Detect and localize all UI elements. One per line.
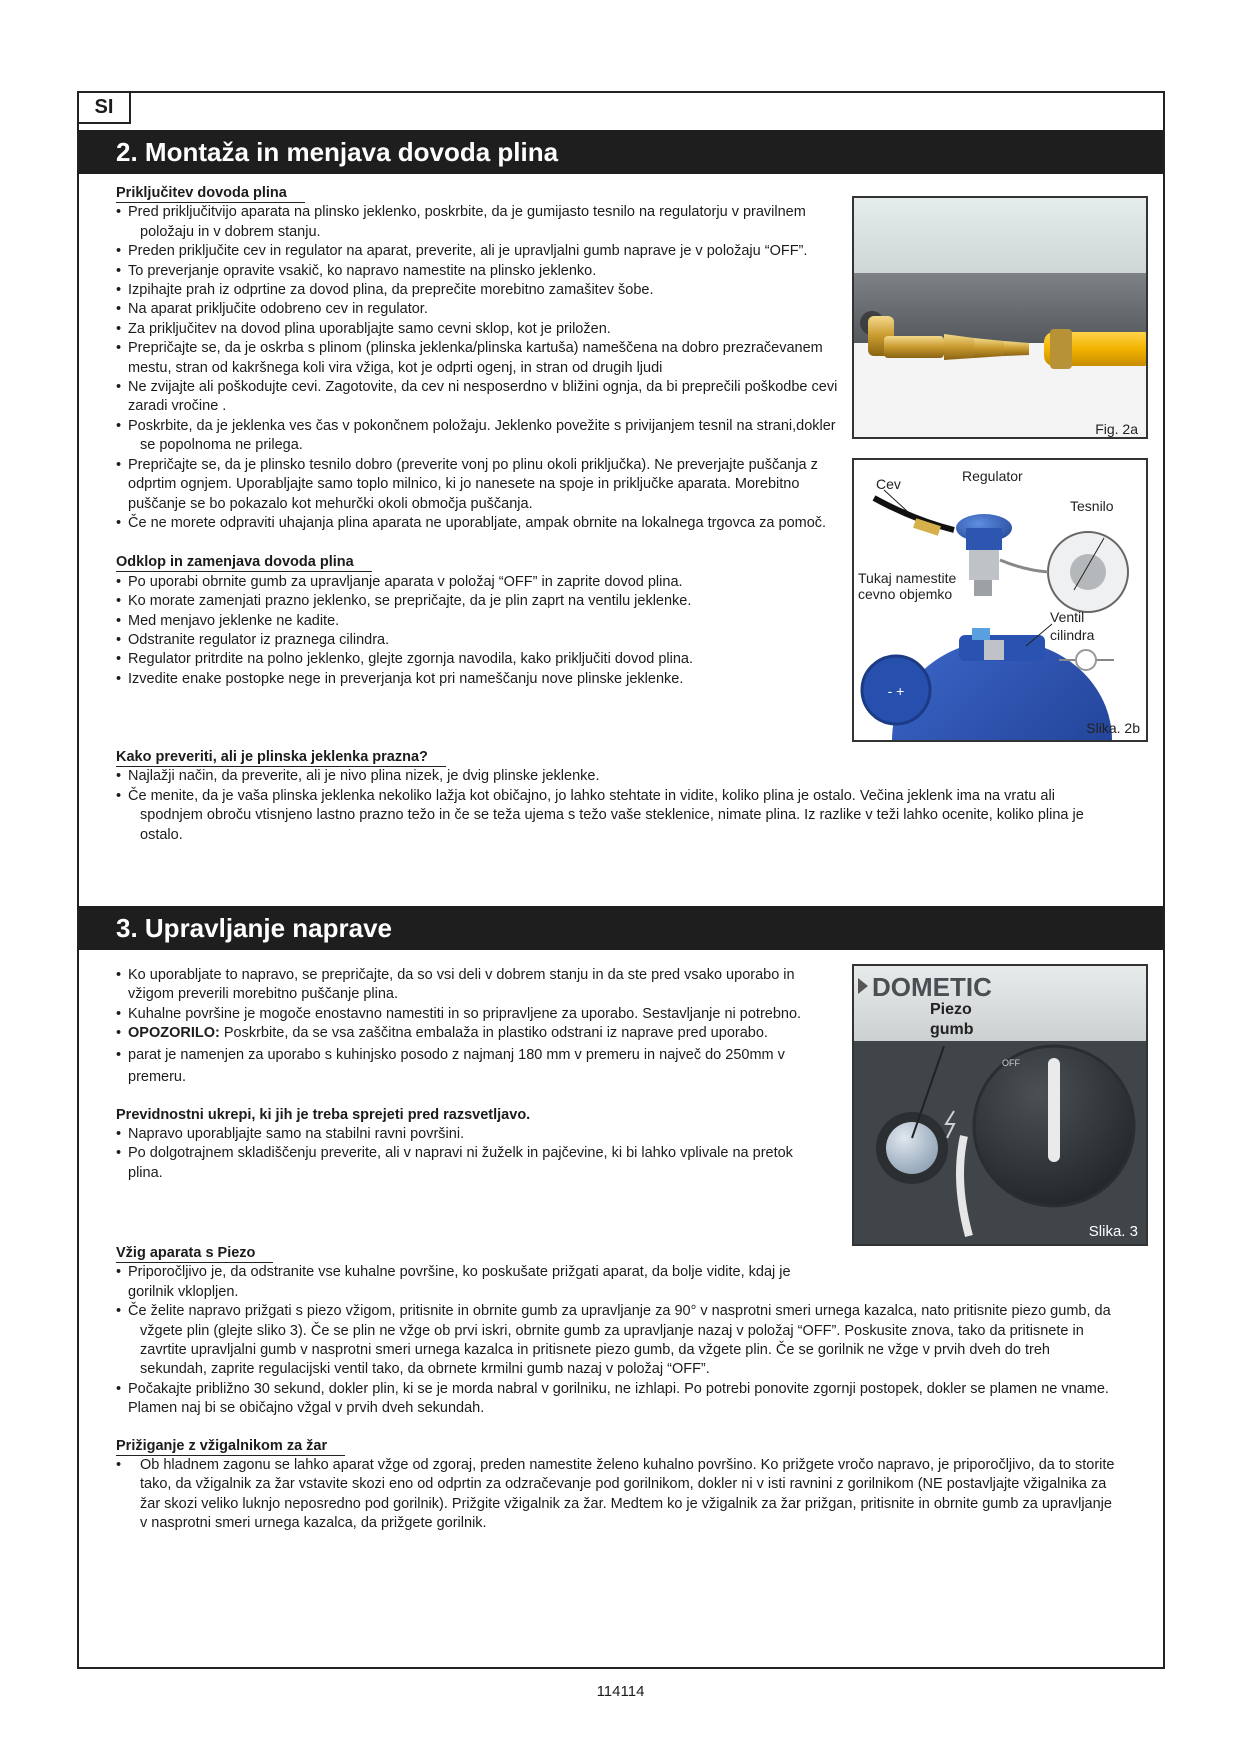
list-item: • Če želite napravo prižgati s piezo vžigom, pritisnite in obrnite gumb za upravljanje za 90° v nasprotni smeri urnega kazalca, nato pritisnite piezo gumb, da vžgete plin (glejte sliko 3). Če se plin ne vžge ob prvi iskri, obrnite gumb za upravljanje nazaj v položaj “OFF”. Poskusite znova, tako da pritisnete in zavrtite upravljalni gumb v nasprotni smeri urnega kazalca in pritisnete piezo gumb, da vžgete plin. Če se gorilnik ne vžge v prvih dveh do treh sekundah, zaprite regulacijski ventil tako, da obrnete krmilni gumb nazaj v položaj “OFF”. xyxy=(116,1302,1116,1380)
list-item: • Prepričajte se, da je plinsko tesnilo dobro (preverite vonj po plinu okoli priključka). Ne preverjajte puščanja z odprtim ognjem. Uporabljajte samo toplo milnico, ki jo nanesete na spoje in priključke aparata. Morebitno puščanje se bo pokazalo kot mehurčki okoli območja puščanja. xyxy=(116,456,852,514)
list-item: • Izvedite enake postopke nege in preverjanja kot pri nameščanju nove plinske jeklenke. xyxy=(116,670,852,689)
list-item: • Preden priključite cev in regulator na aparat, preverite, ali je upravljalni gumb naprave je v položaju “OFF”. xyxy=(116,242,852,261)
brand-logo: DOMETIC xyxy=(872,972,992,1002)
list-item: • Pred priključitvijo aparata na plinsko jeklenko, poskrbite, da je gumijasto tesnilo na regulatorju v pravilnem položaju in v dobrem stanju. xyxy=(116,203,852,242)
list-item: • Ko morate zamenjati prazno jeklenko, se prepričajte, da je plin zaprt na ventilu jeklenke. xyxy=(116,592,852,611)
figure-2a-caption: Fig. 2a xyxy=(1095,421,1138,437)
section-2-title: 2. Montaža in menjava dovoda plina xyxy=(79,130,1163,174)
label-cev: Cev xyxy=(876,476,901,492)
piezo-label: Piezo gumb xyxy=(930,1001,974,1038)
list-item: • To preverjanje opravite vsakič, ko napravo namestite na plinsko jeklenko. xyxy=(116,262,852,281)
list-item: • Počakajte približno 30 sekund, dokler plin, ki se je morda nabral v gorilniku, ne izhlapi. Po potrebi ponovite zgornji postopek, dokler se plamen ne vname. Plamen naj bi se običajno vžgal v prvih dveh sekundah. xyxy=(116,1380,1116,1419)
svg-text:- +: - + xyxy=(887,683,905,699)
disconnect-list xyxy=(116,573,852,689)
sub-heading-disconnect: Odklop in zamenjava dovoda plina xyxy=(116,553,372,572)
list-item: • Po dolgotrajnem skladiščenju preverite, ali v napravi ni žuželk in pajčevine, ki bi lahko vplivale na pretok plina. xyxy=(116,1144,822,1183)
list-item: • Če menite, da je vaša plinska jeklenka nekoliko lažja kot običajno, jo lahko stehtate in vidite, koliko plina je ostalo. Večina jeklenk ima na vratu ali spodnjem obroču vtisnjeno lastno prazno težo in če se teža ujema s težo vaše steklenice, nimate plina. Iz razlike v teži lahko ocenite, koliko plina je ostalo. xyxy=(116,787,1116,845)
label-hose-clamp: Tukaj namestite cevno objemko xyxy=(858,570,957,602)
list-item: • Na aparat priključite odobreno cev in regulator. xyxy=(116,300,852,319)
list-item: • Poskrbite, da je jeklenka ves čas v pokončnem položaju. Jeklenko povežite s privijanjem tesnil na strani,dokler se popolnoma ne prilega. xyxy=(116,417,852,456)
list-item xyxy=(116,1024,822,1043)
language-tag: SI xyxy=(77,91,131,124)
section-3-piezo xyxy=(116,1244,1116,1534)
connection-list xyxy=(116,203,852,533)
list-item: • Med menjavo jeklenke ne kadite. xyxy=(116,612,852,631)
list-item: • Priporočljivo je, da odstranite vse kuhalne površine, ko poskušate prižgati aparat, da bolje vidite, kdaj je gorilnik vklopljen. xyxy=(116,1263,840,1302)
section-3-title: 3. Upravljanje naprave xyxy=(79,906,1163,950)
precautions-list xyxy=(116,1125,822,1183)
list-item: • Prepričajte se, da je oskrba s plinom (plinska jeklenka/plinska kartuša) nameščena na dobro prezračevanem mestu, stran od kakršnega koli vira vžiga, kot je odprti ogenj, in stran od drugih ljudi xyxy=(116,339,852,378)
list-item: • Napravo uporabljajte samo na stabilni ravni površini. xyxy=(116,1125,822,1144)
warning-text: Poskrbite, da se vsa zaščitna embalaža in plastiko odstrani iz naprave pred uporabo. xyxy=(219,1025,768,1042)
bbq-lighter-list xyxy=(116,1456,1116,1534)
sub-heading-connection: Priključitev dovoda plina xyxy=(116,184,305,203)
sub-heading-bbq-lighter: Prižiganje z vžigalnikom za žar xyxy=(116,1437,345,1456)
list-item: • Ne zvijajte ali poškodujte cevi. Zagotovite, da cev ni nesposerdno v bližini ognja, da bi preprečili poškodbe cevi zaradi vročine . xyxy=(116,378,852,417)
empty-check-list xyxy=(116,767,1116,845)
list-item: • Po uporabi obrnite gumb za upravljanje aparata v položaj “OFF” in zaprite dovod plina. xyxy=(116,573,852,592)
intro-list xyxy=(116,966,822,1088)
sub-heading-piezo: Vžig aparata s Piezo xyxy=(116,1244,273,1263)
list-item: • Najlažji način, da preverite, ali je nivo plina nizek, je dvig plinske jeklenke. xyxy=(116,767,1116,786)
label-regulator: Regulator xyxy=(962,468,1023,484)
label-tesnilo: Tesnilo xyxy=(1070,498,1114,514)
hose-connector-illustration xyxy=(854,198,1148,439)
warning-label: OPOZORILO: xyxy=(128,1025,220,1042)
list-item: • parat je namenjen za uporabo s kuhinjsko posodo z najmanj 180 mm v premeru in največ do 250mm v premeru. xyxy=(116,1044,822,1088)
list-item: • Za priključitev na dovod plina uporabljajte samo cevni sklop, kot je priložen. xyxy=(116,320,852,339)
sub-heading-precautions: Previdnostni ukrepi, ki jih je treba sprejeti pred razsvetljavo. xyxy=(116,1106,531,1123)
section-2-sub-3 xyxy=(116,748,1116,845)
list-item: • Kuhalne površine je mogoče enostavno namestiti in so pripravljene za uporabo. Sestavljanje ni potrebno. xyxy=(116,1005,822,1024)
list-item: • Izpihajte prah iz odprtine za dovod plina, da preprečite morebitno zamašitev šobe. xyxy=(116,281,852,300)
section-3-intro xyxy=(116,966,822,1183)
list-item: • Ko uporabljate to napravo, se prepričajte, da so vsi deli v dobrem stanju in da ste pred vsako uporabo in vžigom preverili morebitno puščanje plina. xyxy=(116,966,822,1005)
figure-2a xyxy=(852,196,1148,439)
figure-2b-caption: Slika. 2b xyxy=(1086,720,1140,736)
list-item: • Ob hladnem zagonu se lahko aparat vžge od zgoraj, preden namestite želeno kuhalno površino. Ko prižgete vročo napravo, je priporočljivo, da to storite tako, da vžigalnik za žar vstavite skozi eno od odprtin za odzračevanje pod gorilnikom, dokler ni v isti ravnini z gorilnikom (NE postavljajte vžigalnika za žar skozi veliko luknjo neposredno pod gorilnik). Prižgite vžigalnik za žar. Medtem ko je vžigalnik za žar prižgan, pritisnite in obrnite gumb za upravljanje v nasprotni smeri urnega kazalca, da prižgete gorilnik. xyxy=(116,1456,1116,1534)
figure-2b xyxy=(852,458,1148,742)
piezo-list xyxy=(116,1263,1116,1418)
list-item: • Odstranite regulator iz praznega cilindra. xyxy=(116,631,852,650)
sub-heading-empty-check: Kako preveriti, ali je plinska jeklenka prazna? xyxy=(116,748,446,767)
section-2-sub-1 xyxy=(116,184,852,689)
off-label: OFF xyxy=(1002,1058,1020,1068)
list-item: • Regulator pritrdite na polno jeklenko, glejte zgornja navodila, kako priključiti dovod plina. xyxy=(116,650,852,669)
page-number: 114114 xyxy=(596,1683,645,1700)
list-item: • Če ne morete odpraviti uhajanja plina aparata ne uporabljate, ampak obrnite na lokalnega trgovca za pomoč. xyxy=(116,514,852,533)
figure-3-caption: Slika. 3 xyxy=(1088,1223,1138,1240)
control-panel-illustration xyxy=(854,966,1148,1246)
label-ventil: Ventil cilindra xyxy=(1050,609,1095,643)
figure-3 xyxy=(852,964,1148,1246)
